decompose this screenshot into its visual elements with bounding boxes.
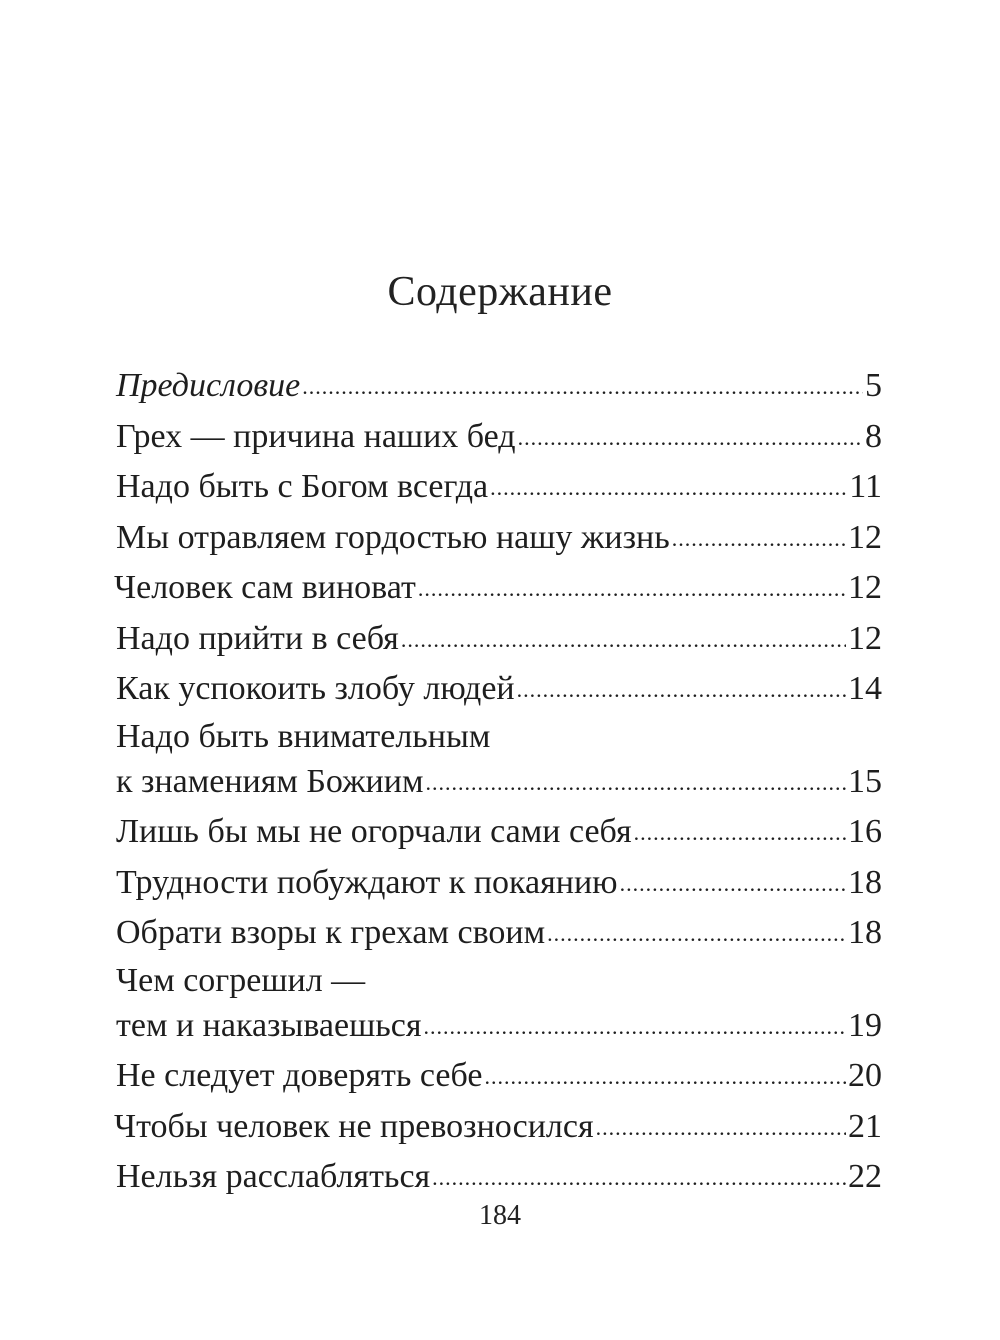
toc-page-number: 8 — [865, 417, 882, 455]
toc-entry-title: Мы отравляем гордостью нашу жизнь — [116, 518, 670, 556]
toc-entry-title: Надо прийти в себя — [116, 619, 399, 657]
toc-entry — [116, 1052, 882, 1103]
toc-entry — [116, 413, 882, 464]
toc-page-number: 20 — [848, 1057, 882, 1094]
toc-entry-multiline — [116, 960, 882, 1053]
toc-page-number: 5 — [865, 367, 882, 404]
toc-entry-title: Лишь бы мы не огорчали сами себя — [116, 813, 632, 850]
toc-entry — [114, 564, 882, 615]
toc-entry — [116, 463, 882, 514]
dot-leader — [672, 512, 846, 563]
toc-page-number: 12 — [848, 619, 882, 657]
toc-page-number: 12 — [848, 518, 882, 556]
toc-page-number: 21 — [848, 1107, 882, 1145]
dot-leader — [401, 613, 846, 664]
toc-entry-title: Грех — причина наших бед — [116, 417, 516, 455]
toc-entry-multiline — [116, 716, 882, 809]
toc-entry-title-line2: к знамениям Божиим — [116, 762, 424, 800]
toc-entry-title: Трудности побуждают к покаянию — [116, 863, 618, 901]
toc-entry-title-line1: Надо быть внимательным — [116, 717, 491, 755]
toc-entry — [116, 859, 882, 910]
dot-leader — [518, 411, 863, 462]
toc-page-number: 11 — [849, 468, 882, 505]
dot-leader — [424, 1000, 846, 1051]
toc-entry — [114, 1103, 882, 1154]
toc-page-number: 18 — [848, 863, 882, 901]
dot-leader — [596, 1101, 846, 1152]
dot-leader — [425, 756, 846, 807]
dot-leader — [547, 907, 846, 958]
toc-page-number: 16 — [848, 813, 882, 850]
toc-entry-title: Человек сам виноват — [114, 569, 416, 606]
toc-entry-title: Не следует доверять себе — [116, 1057, 483, 1094]
dot-leader — [490, 461, 847, 512]
toc-entry-title: Обрати взоры к грехам своим — [116, 914, 546, 951]
toc-entry — [116, 514, 882, 565]
toc-entry — [116, 909, 882, 960]
toc-page-number: 14 — [848, 670, 882, 707]
dot-leader — [634, 806, 846, 857]
toc-entry — [116, 1153, 882, 1204]
toc-entry-line2 — [116, 1002, 882, 1053]
dot-leader — [432, 1151, 846, 1202]
toc-entry-title: Как успокоить злобу людей — [116, 670, 515, 707]
toc-entry — [116, 808, 882, 859]
toc-entry-title: Чтобы человек не превозносился — [114, 1107, 594, 1145]
toc-page-number: 15 — [848, 762, 882, 800]
dot-leader — [418, 562, 846, 613]
toc-entry-title-line1: Чем согрешил — — [116, 961, 366, 999]
toc-page-number: 22 — [848, 1158, 882, 1195]
dot-leader — [484, 1050, 846, 1101]
dot-leader — [620, 857, 846, 908]
toc-entry-title: Предисловие — [116, 367, 301, 404]
page-title: Содержание — [387, 269, 613, 315]
toc-page-number: 12 — [848, 569, 882, 606]
toc-entry-title: Надо быть с Богом всегда — [116, 468, 489, 505]
table-of-contents — [116, 362, 882, 1204]
toc-entry-preface — [116, 362, 882, 413]
dot-leader — [302, 360, 863, 411]
toc-entry-title: Нельзя расслабляться — [116, 1158, 431, 1195]
toc-entry-line2 — [116, 758, 882, 809]
toc-page-number: 18 — [848, 914, 882, 951]
page-number: 184 — [479, 1200, 521, 1231]
toc-page-number: 19 — [848, 1006, 882, 1044]
toc-entry — [116, 665, 882, 716]
toc-entry — [116, 615, 882, 666]
toc-entry-title-line2: тем и наказываешься — [116, 1006, 422, 1044]
dot-leader — [517, 663, 846, 714]
